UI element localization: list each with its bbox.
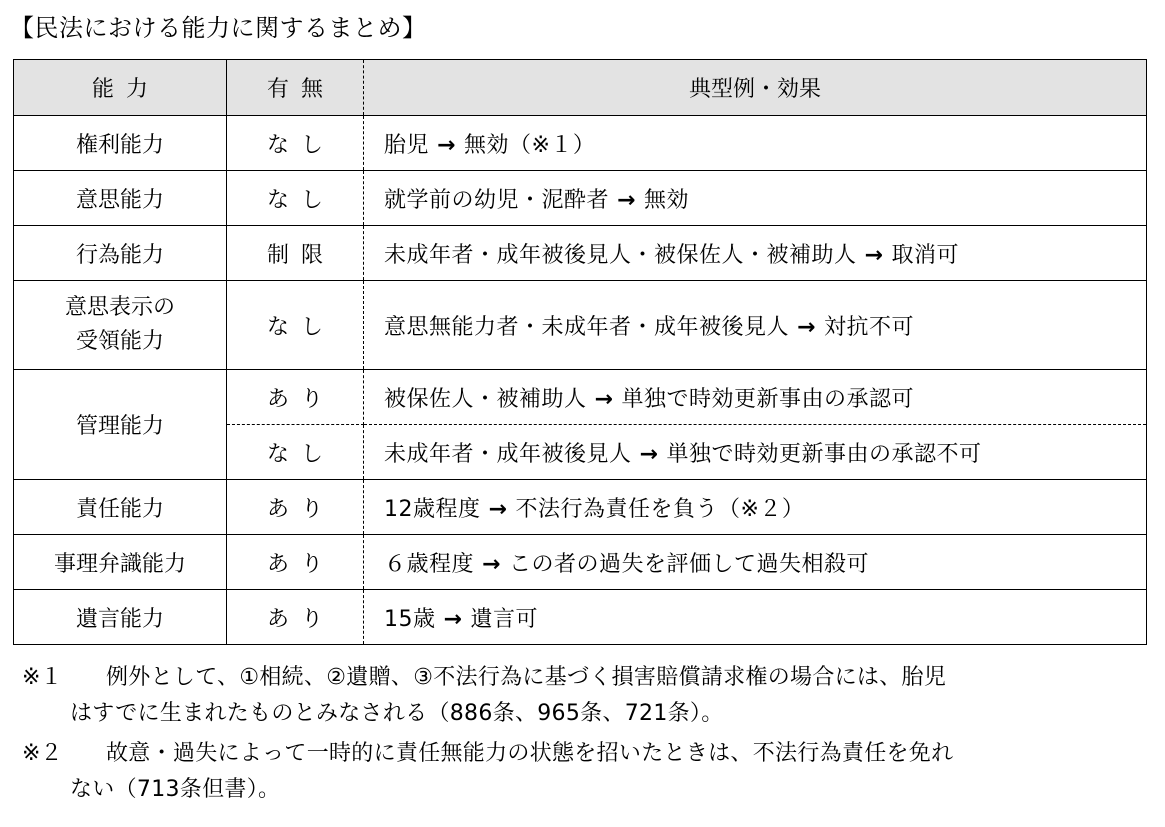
- footnote-line: 例外として、①相続、②遺贈、③不法行為に基づく損害賠償請求権の場合には、胎児: [106, 665, 947, 690]
- ability-name: 管理能力: [14, 370, 227, 480]
- ability-name: 事理弁識能力: [14, 535, 227, 590]
- example-subject: 未成年者・成年被後見人・被保佐人・被補助人: [384, 242, 857, 268]
- arrow-right-icon: →: [617, 187, 636, 213]
- ability-name: [14, 281, 227, 370]
- table-row: [14, 116, 1147, 171]
- example-effect: 単独で時効更新事由の承認不可: [666, 441, 982, 467]
- arrow-right-icon: →: [639, 441, 659, 467]
- example-subject: 意思無能力者・未成年者・成年被後見人: [384, 314, 790, 340]
- footnote-1: [22, 660, 1162, 732]
- example-effect: 遺言可: [470, 606, 538, 632]
- ability-presence: あり: [227, 535, 364, 590]
- footnote-mark: ※１: [22, 665, 63, 690]
- arrow-right-icon: →: [443, 606, 463, 632]
- arrow-right-icon: →: [864, 242, 884, 268]
- column-header-presence: 有無: [227, 60, 364, 116]
- example-effect: この者の過失を評価して過失相殺可: [508, 551, 869, 577]
- footnote-line: 故意・過失によって一時的に責任無能力の状態を招いたときは、不法行為責任を免れ: [106, 741, 954, 766]
- footnote-mark: ※２: [22, 741, 63, 766]
- example-effect: 単独で時効更新事由の承認可: [621, 386, 914, 412]
- table-row: [14, 171, 1147, 226]
- example-subject: 就学前の幼児・泥酔者: [384, 187, 610, 213]
- footnote-line: はすでに生まれたものとみなされる（886条、965条、721条）。: [70, 701, 724, 726]
- example-subject: 被保佐人・被補助人: [384, 386, 587, 412]
- ability-example: [364, 226, 1147, 281]
- ability-presence: なし: [227, 116, 364, 171]
- example-subject: 胎児: [384, 132, 430, 158]
- ability-example: [364, 370, 1147, 425]
- ability-summary-table: [13, 59, 1147, 645]
- ability-example: [364, 480, 1147, 535]
- arrow-right-icon: →: [594, 386, 614, 412]
- table-row: [14, 281, 1147, 370]
- ability-name: 遺言能力: [14, 590, 227, 645]
- example-effect: 無効（※１）: [463, 132, 596, 158]
- ability-presence: あり: [227, 370, 364, 425]
- arrow-right-icon: →: [482, 551, 501, 577]
- ability-name: 責任能力: [14, 480, 227, 535]
- ability-presence: あり: [227, 590, 364, 645]
- ability-example: [364, 116, 1147, 171]
- example-effect: 取消可: [891, 242, 959, 268]
- example-subject: ６歳程度: [384, 551, 475, 577]
- arrow-right-icon: →: [488, 496, 508, 522]
- ability-example: [364, 425, 1147, 480]
- example-effect: 無効: [643, 187, 689, 213]
- ability-name-line: 受領能力: [75, 329, 164, 354]
- table-row: [14, 370, 1147, 425]
- arrow-right-icon: →: [797, 314, 816, 340]
- ability-presence: なし: [227, 281, 364, 370]
- example-subject: 15歳: [384, 606, 436, 632]
- ability-example: [364, 171, 1147, 226]
- example-effect: 不法行為責任を負う（※２）: [515, 496, 805, 522]
- ability-example: [364, 590, 1147, 645]
- example-effect: 対抗不可: [823, 314, 914, 340]
- column-header-example: 典型例・効果: [364, 60, 1147, 116]
- table-header-row: [14, 60, 1147, 116]
- ability-name: 意思能力: [14, 171, 227, 226]
- table-row: [14, 535, 1147, 590]
- ability-name: 権利能力: [14, 116, 227, 171]
- footnote-line: ない（713条但書）。: [70, 777, 281, 802]
- table-row: [14, 480, 1147, 535]
- footnote-text: [70, 660, 1162, 732]
- page-title: 【民法における能力に関するまとめ】: [10, 14, 427, 42]
- ability-name: 行為能力: [14, 226, 227, 281]
- table-row: [14, 226, 1147, 281]
- ability-example: [364, 535, 1147, 590]
- footnotes: [22, 660, 1162, 812]
- ability-presence: なし: [227, 171, 364, 226]
- arrow-right-icon: →: [437, 132, 456, 158]
- table-row: [14, 590, 1147, 645]
- column-header-name: 能力: [14, 60, 227, 116]
- footnote-2: [22, 736, 1162, 808]
- ability-presence: 制限: [227, 226, 364, 281]
- example-subject: 未成年者・成年被後見人: [384, 441, 632, 467]
- ability-example: [364, 281, 1147, 370]
- ability-presence: あり: [227, 480, 364, 535]
- footnote-text: [70, 736, 1162, 808]
- ability-name-line: 意思表示の: [64, 295, 175, 320]
- ability-presence: なし: [227, 425, 364, 480]
- example-subject: 12歳程度: [384, 496, 481, 522]
